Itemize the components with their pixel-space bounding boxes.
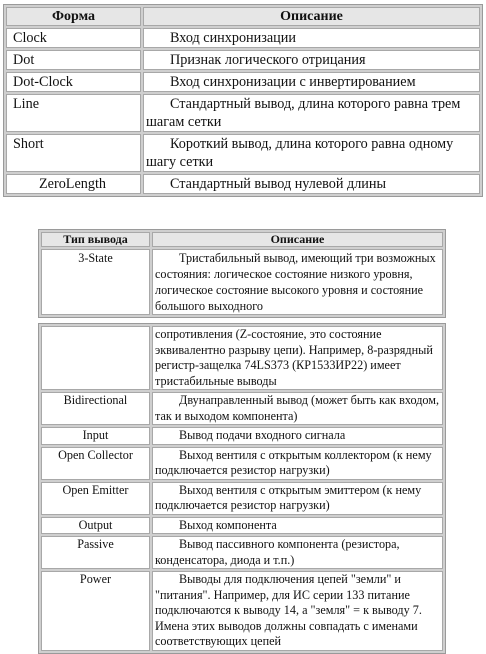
- table-row: [41, 326, 443, 390]
- table-row: [41, 249, 443, 315]
- pin-type-name: Open Collector: [41, 447, 150, 480]
- table-row: [6, 72, 480, 92]
- table-row: [6, 134, 480, 172]
- pin-type-description: Выводы для подключения цепей "земли" и "питания". Например, для ИС серии 133 питание подключаются к выводу 14, а "земля" = к выводу 7. Имена этих выводов должны совпадать с именами соответствующих цепей: [152, 571, 443, 651]
- pin-type-table: [38, 229, 446, 318]
- pin-type-description: Тристабильный вывод, имеющий три возможных состояния: логическое состояние низкого уровня, логическое состояние высокого уровня и состояние большого выходного: [152, 249, 443, 315]
- shape-name: Dot-Clock: [6, 72, 141, 92]
- table-row: [6, 50, 480, 70]
- shape-description: Стандартный вывод, длина которого равна трем шагам сетки: [143, 94, 480, 132]
- pin-type-description: Двунаправленный вывод (может быть как входом, так и выходом компонента): [152, 392, 443, 425]
- shape-description: Короткий вывод, длина которого равна одному шагу сетки: [143, 134, 480, 172]
- pin-type-table-continued: [38, 323, 446, 654]
- header-pin-type: Тип вывода: [41, 232, 150, 247]
- pin-type-name: Bidirectional: [41, 392, 150, 425]
- header-description: Описание: [143, 7, 480, 26]
- shape-description: Вход синхронизации с инвертированием: [143, 72, 480, 92]
- table-row: [6, 174, 480, 194]
- pin-type-description: сопротивления (Z-состояние, это состояние эквивалентно разрыву цепи). Например, 8-разрядный регистр-защелка 74LS373 (КР1533ИР22) имеет тристабильные выводы: [152, 326, 443, 390]
- table-row: [41, 447, 443, 480]
- shape-name: Short: [6, 134, 141, 172]
- shape-name: Line: [6, 94, 141, 132]
- shape-description: Стандартный вывод нулевой длины: [143, 174, 480, 194]
- table-row: [41, 482, 443, 515]
- header-shape: Форма: [6, 7, 141, 26]
- shape-description: Вход синхронизации: [143, 28, 480, 48]
- header-description: Описание: [152, 232, 443, 247]
- pin-shape-table: [3, 4, 483, 197]
- shape-description: Признак логического отрицания: [143, 50, 480, 70]
- table-header-row: [41, 232, 443, 247]
- pin-type-name: Open Emitter: [41, 482, 150, 515]
- pin-type-name: 3-State: [41, 249, 150, 315]
- pin-type-description: Вывод подачи входного сигнала: [152, 427, 443, 445]
- table-row: [41, 536, 443, 569]
- table-row: [41, 427, 443, 445]
- shape-name: Clock: [6, 28, 141, 48]
- pin-type-name: Output: [41, 517, 150, 535]
- table-row: [41, 571, 443, 651]
- shape-name: Dot: [6, 50, 141, 70]
- table-header-row: [6, 7, 480, 26]
- table-row: [41, 392, 443, 425]
- pin-type-description: Вывод пассивного компонента (резистора, конденсатора, диода и т.п.): [152, 536, 443, 569]
- pin-type-name: Power: [41, 571, 150, 651]
- table-row: [41, 517, 443, 535]
- pin-type-name: Passive: [41, 536, 150, 569]
- table-row: [6, 28, 480, 48]
- pin-type-name: [41, 326, 150, 390]
- pin-type-description: Выход вентиля с открытым коллектором (к нему подключается резистор нагрузки): [152, 447, 443, 480]
- pin-type-description: Выход компонента: [152, 517, 443, 535]
- shape-name: ZeroLength: [6, 174, 141, 194]
- pin-type-description: Выход вентиля с открытым эмиттером (к нему подключается резистор нагрузки): [152, 482, 443, 515]
- pin-type-name: Input: [41, 427, 150, 445]
- table-row: [6, 94, 480, 132]
